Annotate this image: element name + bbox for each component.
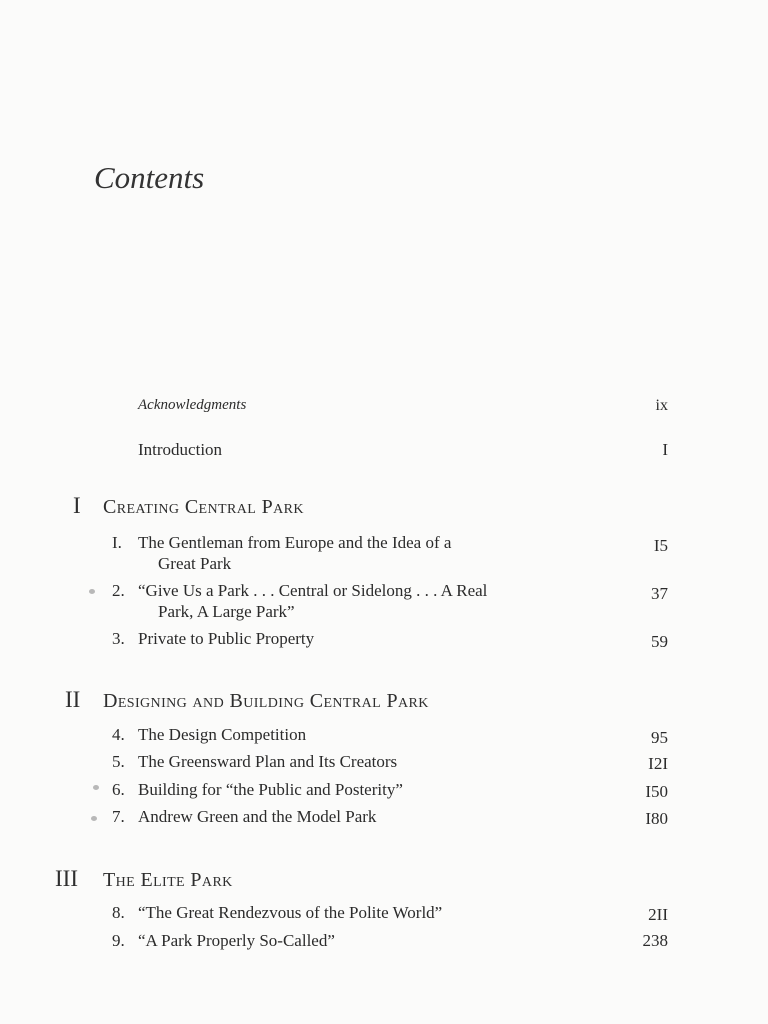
toc-page-number: 2II (648, 905, 668, 924)
toc-page-number: 238 (642, 931, 668, 950)
chapter-title-line: The Greensward Plan and Its Creators (138, 752, 398, 771)
toc-entry-label: Introduction (138, 440, 223, 459)
chapter-number: 5. (112, 752, 125, 771)
toc-page-number: I (662, 440, 668, 459)
chapter-title-line: Andrew Green and the Model Park (138, 807, 377, 826)
toc-page-number: I5 (653, 536, 668, 555)
chapter-number: 6. (112, 780, 125, 799)
chapter-title-line: Great Park (158, 554, 232, 573)
chapter-number: 9. (112, 931, 125, 950)
chapter-title-line: “A Park Properly So-Called” (138, 931, 335, 950)
part-title: Creating Central Park (103, 496, 304, 518)
chapter-number: 3. (112, 629, 125, 648)
scan-mark (91, 816, 97, 821)
toc-page-number: 37 (651, 584, 668, 603)
chapter-title (138, 724, 558, 745)
chapter-title-line: The Gentleman from Europe and the Idea of a (138, 533, 452, 552)
chapter-title (138, 628, 558, 649)
chapter-title-line: The Design Competition (138, 725, 307, 744)
chapter-title (138, 580, 558, 622)
chapter-title-line: “Give Us a Park . . . Central or Sidelong . . . A Real (138, 581, 488, 600)
toc-page-number: 95 (651, 728, 668, 747)
chapter-title-line: “The Great Rendezvous of the Polite World” (138, 903, 443, 922)
chapter-title-line: Private to Public Property (138, 629, 315, 648)
toc-page-number: I2I (648, 754, 668, 773)
chapter-number: 4. (112, 725, 125, 744)
chapter-title (138, 806, 558, 827)
toc-page-number: I50 (645, 782, 668, 801)
scan-mark (89, 589, 95, 594)
scan-mark (93, 785, 99, 790)
chapter-title (138, 751, 558, 772)
part-title: The Elite Park (103, 869, 233, 891)
part-numeral: III (55, 866, 78, 891)
page-title: Contents (94, 160, 205, 195)
part-numeral: II (65, 687, 81, 712)
part-numeral: I (73, 493, 81, 518)
chapter-title-line: Park, A Large Park” (158, 602, 295, 621)
part-title: Designing and Building Central Park (103, 690, 429, 712)
chapter-title (138, 902, 558, 923)
chapter-title (138, 779, 558, 800)
toc-entry-label: Acknowledgments (138, 397, 247, 413)
toc-page-number: ix (655, 397, 668, 414)
chapter-number: 7. (112, 807, 125, 826)
chapter-number: 8. (112, 903, 125, 922)
chapter-title (138, 930, 558, 951)
toc-page-number: 59 (651, 632, 668, 651)
chapter-title (138, 532, 558, 574)
toc-page-number: I80 (645, 809, 668, 828)
chapter-number: I. (112, 533, 122, 552)
chapter-title-line: Building for “the Public and Posterity” (138, 780, 403, 799)
chapter-number: 2. (112, 581, 125, 600)
